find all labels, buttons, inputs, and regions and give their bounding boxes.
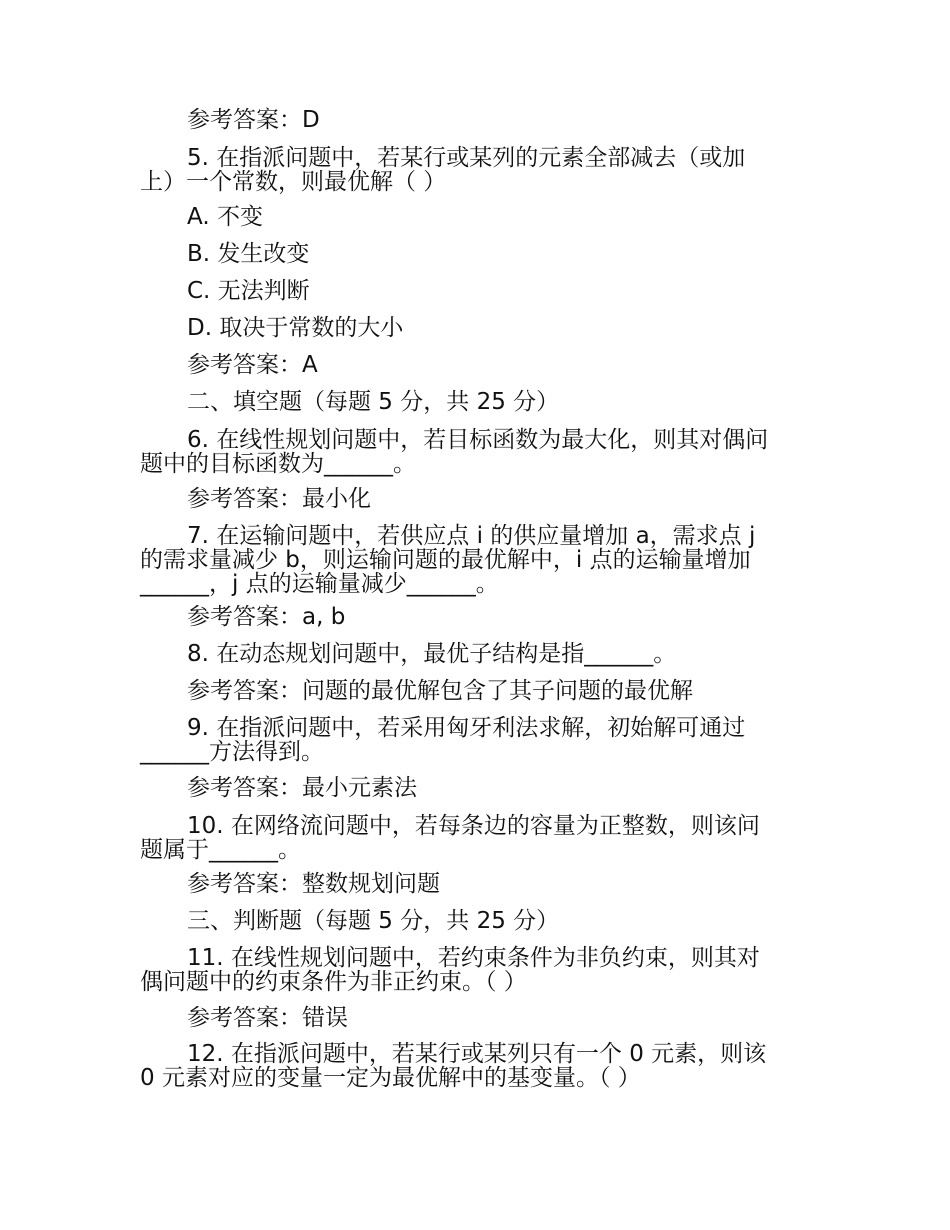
question-11 [140, 946, 820, 994]
text-line: D. 取决于常数的大小 [187, 315, 404, 341]
text-line: 参考答案：a, b [187, 604, 346, 630]
answer-line [140, 679, 820, 703]
answer-line [140, 605, 820, 629]
text-line: 0 元素对应的变量一定为最优解中的基变量。（ ） [140, 1065, 641, 1091]
text-line: B. 发生改变 [187, 241, 310, 267]
answer-line [140, 353, 820, 377]
section-heading [140, 390, 820, 414]
question-8 [140, 642, 820, 666]
question-12 [140, 1042, 820, 1090]
text-line: 上）一个常数，则最优解（ ） [140, 169, 447, 195]
text-line: 题中的目标函数为______。 [140, 451, 416, 477]
answer-line [140, 487, 820, 511]
text-line: 7. 在运输问题中，若供应点 i 的供应量增加 a，需求点 j [187, 523, 756, 549]
text-line: 参考答案：A [187, 352, 318, 378]
text-line: 参考答案：整数规划问题 [187, 871, 440, 897]
text-line: ______方法得到。 [140, 739, 324, 765]
answer-line [140, 1006, 820, 1030]
text-line: A. 不变 [187, 204, 263, 230]
text-line: 二、填空题（每题 5 分，共 25 分） [187, 389, 560, 415]
question-7 [140, 524, 820, 596]
text-line: 三、判断题（每题 5 分，共 25 分） [187, 908, 560, 934]
text-line: 偶问题中的约束条件为非正约束。（ ） [140, 969, 527, 995]
text-line: 9. 在指派问题中，若采用匈牙利法求解，初始解可通过 [187, 715, 746, 741]
option-c [140, 279, 820, 303]
text-line: 5. 在指派问题中，若某行或某列的元素全部减去（或加 [187, 145, 746, 171]
option-d [140, 316, 820, 340]
answer-line [140, 776, 820, 800]
text-line: 参考答案：问题的最优解包含了其子问题的最优解 [187, 678, 693, 704]
text-line: 参考答案：错误 [187, 1005, 348, 1031]
text-line: 参考答案：D [187, 107, 320, 133]
section-heading [140, 909, 820, 933]
text-line: 的需求量减少 b，则运输问题的最优解中，i 点的运输量增加 [140, 547, 751, 573]
text-line: 参考答案：最小化 [187, 486, 371, 512]
text-line: ______，j 点的运输量减少______。 [140, 571, 499, 597]
text-line: 6. 在线性规划问题中，若目标函数为最大化，则其对偶问 [187, 427, 769, 453]
text-line: C. 无法判断 [187, 278, 310, 304]
question-9 [140, 716, 820, 764]
option-a [140, 205, 820, 229]
text-line: 8. 在动态规划问题中，最优子结构是指______。 [187, 641, 677, 667]
text-line: 11. 在线性规划问题中，若约束条件为非负约束，则其对 [187, 945, 760, 971]
option-b [140, 242, 820, 266]
text-line: 10. 在网络流问题中，若每条边的容量为正整数，则该问 [187, 813, 760, 839]
question-10 [140, 814, 820, 862]
text-line: 题属于______。 [140, 837, 301, 863]
question-5 [140, 146, 820, 194]
question-6 [140, 428, 820, 476]
answer-line [140, 108, 820, 132]
text-line: 参考答案：最小元素法 [187, 775, 417, 801]
answer-line [140, 872, 820, 896]
text-line: 12. 在指派问题中，若某行或某列只有一个 0 元素，则该 [187, 1041, 767, 1067]
